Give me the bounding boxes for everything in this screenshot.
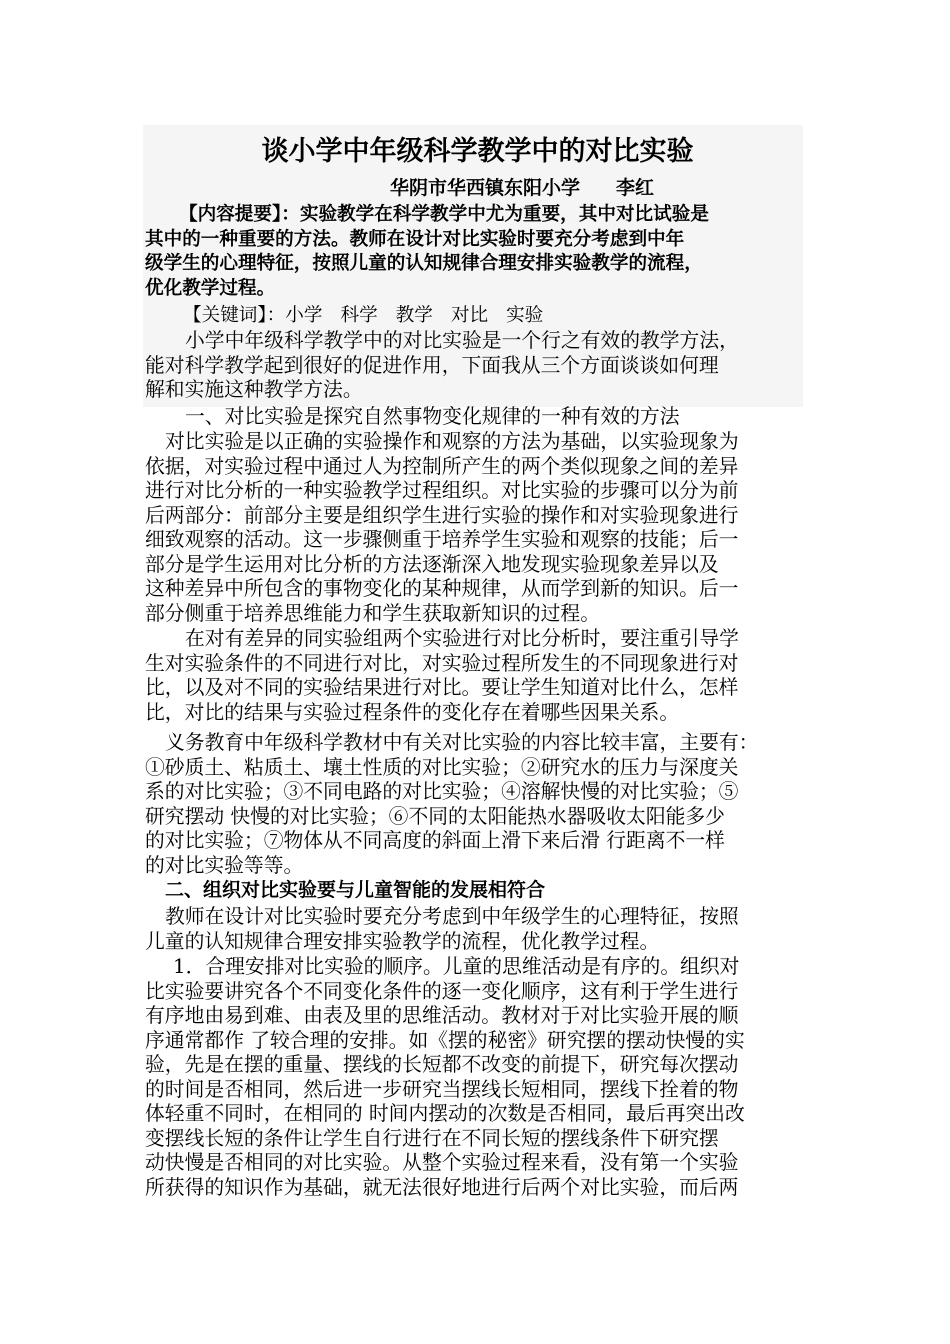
text-line: 比，对比的结果与实验过程条件的变化存在着哪些因果关系。 [145, 700, 680, 724]
text-line: 所获得的知识作为基础，就无法很好地进行后两个对比实验，而后两 [145, 1175, 739, 1199]
abstract-line: 其中的一种重要的方法。教师在设计对比实验时要充分考虑到中年 [145, 228, 685, 250]
abstract-label: 【内容提要】 [179, 204, 282, 225]
section2-heading: 二、组织对比实验要与儿童智能的发展相符合 [165, 879, 546, 901]
abstract-line: 级学生的心理特征，按照儿童的认知规律合理安排实验教学的流程， [145, 253, 703, 274]
abstract-line: ：实验教学在科学教学中尤为重要，其中对比试验是 [281, 204, 709, 225]
text-line: 生对实验条件的不同进行对比，对实验过程所发生的不同现象进行对 [145, 651, 739, 675]
text-line: 解和实施这种教学方法。 [145, 378, 363, 401]
text-line: 验，先是在摆的重量、摆线的长短都不改变的前提下，研究每次摆动 [145, 1053, 739, 1076]
text-line: 教师在设计对比实验时要充分考虑到中年级学生的心理特征，按照 [165, 905, 739, 928]
text-line: 序通常都作 了较合理的安排。如《摆的秘密》研究摆的摆动快慢的实 [145, 1028, 745, 1052]
text-line: 研究摆动 快慢的对比实验；⑥不同的太阳能热水器吸收太阳能多少 [145, 804, 725, 828]
abstract-paragraph [145, 203, 810, 301]
text-line: 对比实验是以正确的实验操作和观察的方法为基础，以实验现象为 [165, 430, 739, 453]
keyword-item: 实验 [506, 305, 544, 326]
text-line: 儿童的认知规律合理安排实验教学的流程，优化教学过程。 [145, 929, 660, 953]
section2-paragraph-1 [145, 905, 810, 954]
text-line: 义务教育中年级科学教材中有关对比实验的内容比较丰富，主要有： [165, 731, 759, 754]
text-line: 的对比实验；⑦物体从不同高度的斜面上滑下来后滑 行距离不一样 [145, 829, 725, 852]
keywords-label: 【关键词】： [183, 305, 286, 326]
text-line: 这种差异中所包含的事物变化的某种规律，从而学到新的知识。后一 [145, 577, 739, 600]
section1-paragraph-2 [145, 627, 810, 725]
text-line: 体轻重不同时，在相同的 时间内摆动的次数是否相同，最后再突出改 [145, 1102, 745, 1125]
text-line: 的时间是否相同，然后进一步研究当摆线长短相同，摆线下拴着的物 [145, 1077, 739, 1101]
document-title: 谈小学中年级科学教学中的对比实验 [261, 136, 694, 167]
keyword-item: 科学 [340, 305, 378, 326]
text-line: ①砂质土、粘质土、壤土性质的对比实验；②研究水的压力与深度关 [145, 755, 739, 779]
text-line: 细致观察的活动。这一步骤侧重于培养学生实验和观察的技能；后一 [145, 528, 739, 551]
text-line: 比，以及对不同的实验结果进行对比。要让学生知道对比什么，怎样 [145, 676, 739, 699]
section1-paragraph-3 [145, 731, 810, 878]
text-line: 比实验要讲究各个不同变化条件的逐一变化顺序，这有利于学生进行 [145, 979, 739, 1003]
keyword-item: 小学 [285, 305, 323, 326]
intro-paragraph [145, 329, 810, 403]
text-line: 变摆线长短的条件让学生自行进行在不同长短的摆线条件下研究摆 [145, 1126, 719, 1150]
text-line: 部分侧重于培养思维能力和学生获取新知识的过程。 [145, 601, 600, 625]
text-line: 有序地由易到难、由表及里的思维活动。教材对于对比实验开展的顺 [145, 1004, 739, 1027]
text-line: 小学中年级科学教学中的对比实验是一个行之有效的教学方法， [185, 329, 739, 352]
section1-heading: 一、对比实验是探究自然事物变化规律的一种有效的方法 [185, 405, 680, 428]
text-line: 系的对比实验；③不同电路的对比实验；④溶解快慢的对比实验；⑤ [145, 780, 739, 803]
text-line: 的对比实验等等。 [145, 853, 304, 877]
text-line: 在对有差异的同实验组两个实验进行对比分析时，要注重引导学 [185, 627, 739, 650]
section2-paragraph-2 [145, 955, 810, 1200]
text-line: 后两部分：前部分主要是组织学生进行实验的操作和对实验现象进行 [145, 503, 739, 527]
text-line: 依据，对实验过程中通过人为控制所产生的两个类似现象之间的差异 [145, 454, 739, 478]
text-line: 能对科学教学起到很好的促进作用，下面我从三个方面谈谈如何理 [145, 353, 719, 377]
keyword-item: 对比 [450, 305, 489, 326]
author-line [390, 175, 654, 201]
text-line: 动快慢是否相同的对比实验。从整个实验过程来看，没有第一个实验 [145, 1151, 739, 1174]
section1-paragraph-1 [145, 430, 810, 626]
text-line: 进行对比分析的一种实验教学过程组织。对比实验的步骤可以分为前 [145, 479, 739, 502]
keywords-line [183, 304, 848, 329]
abstract-line: 优化教学过程。 [145, 277, 276, 299]
author-organization: 华阴市华西镇东阳小学 [390, 177, 581, 199]
keyword-item: 教学 [395, 305, 433, 326]
text-line: 1．合理安排对比实验的顺序。儿童的思维活动是有序的。组织对 [173, 955, 740, 978]
text-line: 部分是学生运用对比分析的方法逐渐深入地发现实验现象差异以及 [145, 552, 719, 576]
author-name: 李红 [616, 177, 655, 199]
